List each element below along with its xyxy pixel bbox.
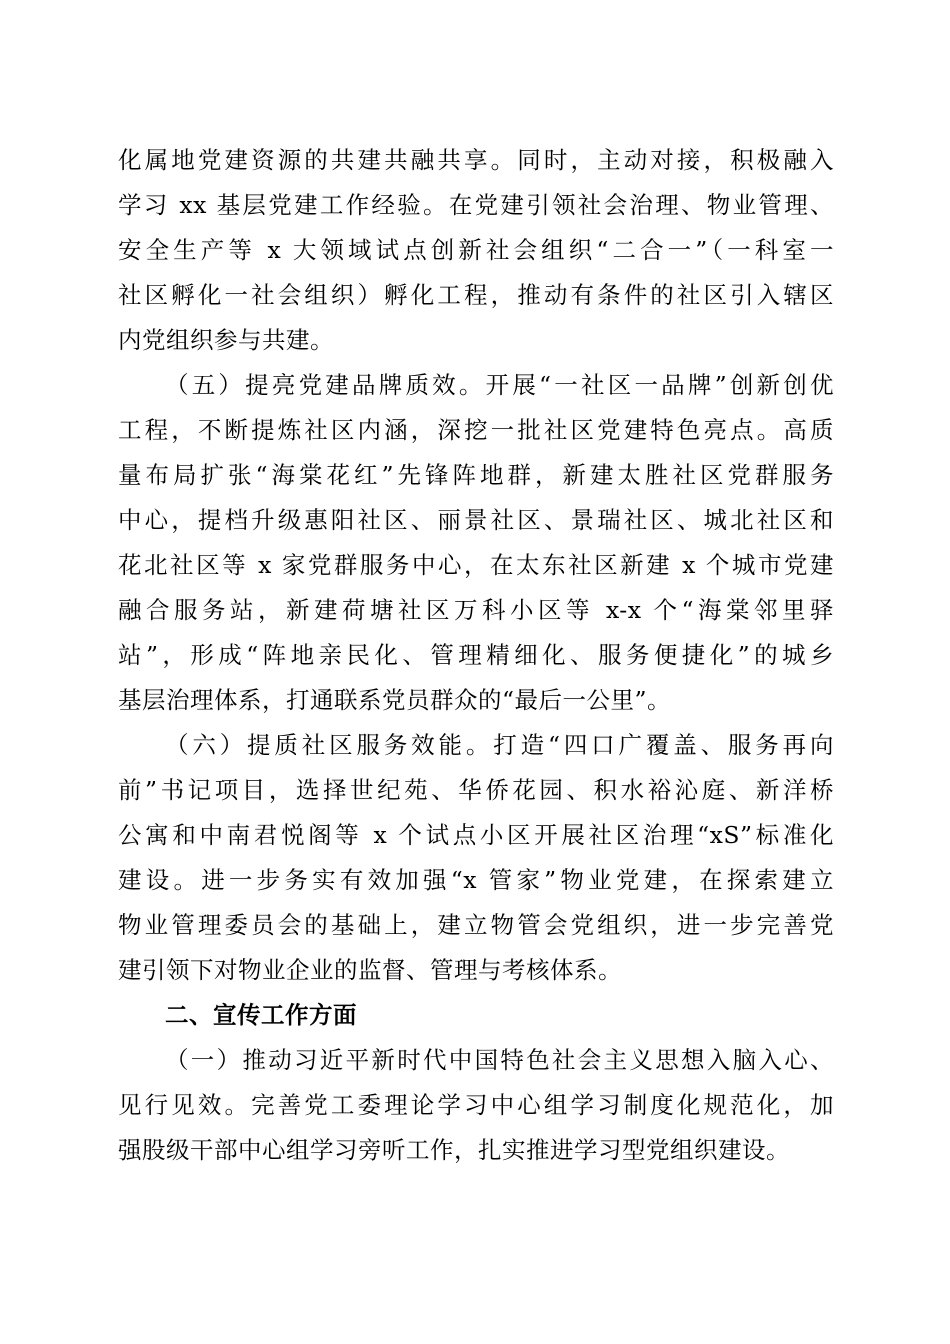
paragraph-line: 量布局扩张“海棠花红”先锋阵地群，新建太胜社区党群服务 <box>118 461 834 489</box>
paragraph-line: 化属地党建资源的共建共融共享。同时，主动对接，积极融入 <box>118 146 834 174</box>
paragraph-line: （五）提亮党建品牌质效。开展“一社区一品牌”创新创优 <box>165 371 834 399</box>
paragraph-line: 花北社区等 x 家党群服务中心，在太东社区新建 x 个城市党建 <box>118 551 834 579</box>
paragraph-propaganda-study <box>118 1038 834 1173</box>
paragraph-line: （一）推动习近平新时代中国特色社会主义思想入脑入心、 <box>165 1046 834 1074</box>
paragraph-line: 工程，不断提炼社区内涵，深挖一批社区党建特色亮点。高质 <box>118 416 834 444</box>
paragraph-line: 中心，提档升级惠阳社区、丽景社区、景瑞社区、城北社区和 <box>118 506 834 534</box>
paragraph-party-brand <box>118 363 834 723</box>
paragraph-line: （六）提质社区服务效能。打造“四口广覆盖、服务再向 <box>165 731 834 759</box>
section-heading: 二、宣传工作方面 <box>165 1001 357 1029</box>
paragraph-community-service <box>118 723 834 993</box>
paragraph-line: 站”，形成“阵地亲民化、管理精细化、服务便捷化”的城乡 <box>118 641 834 669</box>
paragraph-line: 物业管理委员会的基础上，建立物管会党组织，进一步完善党 <box>118 911 834 939</box>
section-heading-block <box>118 993 834 1038</box>
paragraph-line: 学习 xx 基层党建工作经验。在党建引领社会治理、物业管理、 <box>118 191 834 219</box>
paragraph-line: 见行见效。完善党工委理论学习中心组学习制度化规范化，加 <box>118 1091 834 1119</box>
paragraph-line: 社区孵化一社会组织）孵化工程，推动有条件的社区引入辖区 <box>118 281 834 309</box>
paragraph-party-resources <box>118 138 834 363</box>
paragraph-line: 前”书记项目，选择世纪苑、华侨花园、积水裕沁庭、新洋桥 <box>118 776 834 804</box>
paragraph-line: 建设。进一步务实有效加强“x 管家”物业党建，在探索建立 <box>118 866 834 894</box>
paragraph-line: 基层治理体系，打通联系党员群众的“最后一公里”。 <box>118 686 672 714</box>
paragraph-line: 建引领下对物业企业的监督、管理与考核体系。 <box>118 956 622 984</box>
paragraph-line: 强股级干部中心组学习旁听工作，扎实推进学习型党组织建设。 <box>118 1136 790 1164</box>
paragraph-line: 公寓和中南君悦阁等 x 个试点小区开展社区治理“xS”标准化 <box>118 821 834 849</box>
paragraph-line: 内党组织参与共建。 <box>118 326 334 354</box>
paragraph-line: 安全生产等 x 大领域试点创新社会组织“二合一”（一科室一 <box>118 236 834 264</box>
paragraph-line: 融合服务站，新建荷塘社区万科小区等 x-x 个“海棠邻里驿 <box>118 596 834 624</box>
